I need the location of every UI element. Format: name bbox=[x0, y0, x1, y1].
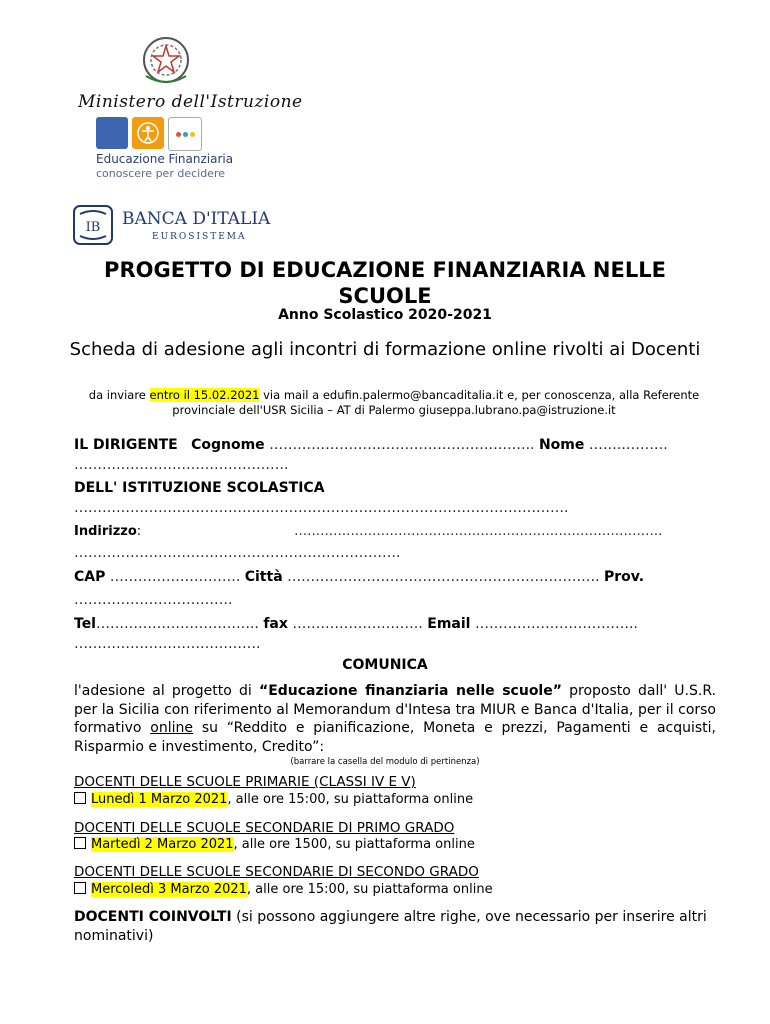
edu-logo-text: Educazione Finanziaria bbox=[96, 152, 234, 166]
banca-small-logo bbox=[96, 117, 128, 149]
option-primarie[interactable]: Lunedì 1 Marzo 2021, alle ore 15:00, su piattaforma online bbox=[74, 792, 473, 807]
miur-logo bbox=[168, 117, 202, 151]
dirigente-line-cont[interactable]: ………………………………………. bbox=[74, 457, 289, 473]
adesione-paragraph: l'adesione al progetto di “Educazione finanziaria nelle scuole” proposto dall' U.S.R. per la Sicilia con riferimento al Memorandum d'Intesa tra MIUR e Banca d'Italia, per il corso formativo online su “Reddito e pianificazione, Moneta e prezzi, Pagamenti e acquisti, Risparmio e investimento, Credito”: bbox=[74, 683, 717, 755]
checkbox[interactable] bbox=[74, 792, 86, 804]
option-primo-grado[interactable]: Martedì 2 Marzo 2021, alle ore 1500, su piattaforma online bbox=[74, 837, 475, 852]
checkbox-note: (barrare la casella del modulo di pertinenza) bbox=[290, 757, 480, 767]
banca-italia-mark bbox=[72, 204, 114, 246]
form-subtitle: Scheda di adesione agli incontri di formazione online rivolti ai Docenti bbox=[69, 339, 701, 360]
edu-logo-sub: conoscere per decidere bbox=[96, 167, 225, 180]
indirizzo-line-cont[interactable]: ……………………………………………………………. bbox=[74, 545, 401, 561]
person-icon bbox=[132, 117, 164, 149]
banca-italia-sub: EUROSISTEMA bbox=[152, 232, 247, 242]
svg-text:IB: IB bbox=[85, 220, 101, 235]
republic-emblem bbox=[138, 32, 194, 88]
option-secondo-grado[interactable]: Mercoledì 3 Marzo 2021, alle ore 15:00, su piattaforma online bbox=[74, 882, 493, 897]
email-line-cont[interactable]: …………………………………. bbox=[74, 636, 261, 652]
school-year: Anno Scolastico 2020-2021 bbox=[278, 307, 492, 323]
section-primarie: DOCENTI DELLE SCUOLE PRIMARIE (CLASSI IV E V) bbox=[74, 774, 416, 790]
section-primo-grado: DOCENTI DELLE SCUOLE SECONDARIE DI PRIMO GRADO bbox=[74, 820, 455, 836]
istituzione-label: DELL' ISTITUZIONE SCOLASTICA bbox=[74, 480, 325, 496]
checkbox[interactable] bbox=[74, 837, 86, 849]
comunica-heading: COMUNICA bbox=[342, 657, 428, 673]
indirizzo-line[interactable]: Indirizzo: …………………………………………………………………………. bbox=[74, 524, 663, 539]
section-secondo-grado: DOCENTI DELLE SCUOLE SECONDARIE DI SECONDO GRADO bbox=[74, 864, 479, 880]
checkbox[interactable] bbox=[74, 882, 86, 894]
send-instructions: da inviare entro il 15.02.2021 via mail a edufin.palermo@bancaditalia.it e, per conoscenza, alla Referente provinciale dell'USR Sicilia – AT di Palermo giuseppa.lubrano.pa@istruzione.it bbox=[88, 388, 700, 417]
prov-field[interactable]: ……………………………. bbox=[74, 592, 233, 608]
page-title: PROGETTO DI EDUCAZIONE FINANZIARIA NELLE SCUOLE bbox=[104, 258, 666, 308]
deadline-highlight: entro il 15.02.2021 bbox=[149, 388, 260, 402]
dirigente-line[interactable]: IL DIRIGENTE Cognome …………………………………………….….. Nome …….………. bbox=[74, 437, 668, 453]
docenti-coinvolti: DOCENTI COINVOLTI (si possono aggiungere altre righe, ove necessario per inserire altri nominativi) bbox=[74, 909, 707, 944]
cap-citta-line[interactable]: CAP ………………………. Città …………………………………………………………. Prov. bbox=[74, 569, 645, 585]
istituzione-field[interactable]: ……………………………………………………………………………………………. bbox=[74, 500, 569, 516]
banca-italia-title: BANCA D'ITALIA bbox=[122, 209, 271, 229]
contact-line[interactable]: Tel…………………………….. fax ………………………. Email …………………………….. bbox=[74, 616, 638, 632]
ministero-label: Ministero dell'Istruzione bbox=[78, 92, 303, 112]
edu-logo-row bbox=[96, 117, 202, 149]
